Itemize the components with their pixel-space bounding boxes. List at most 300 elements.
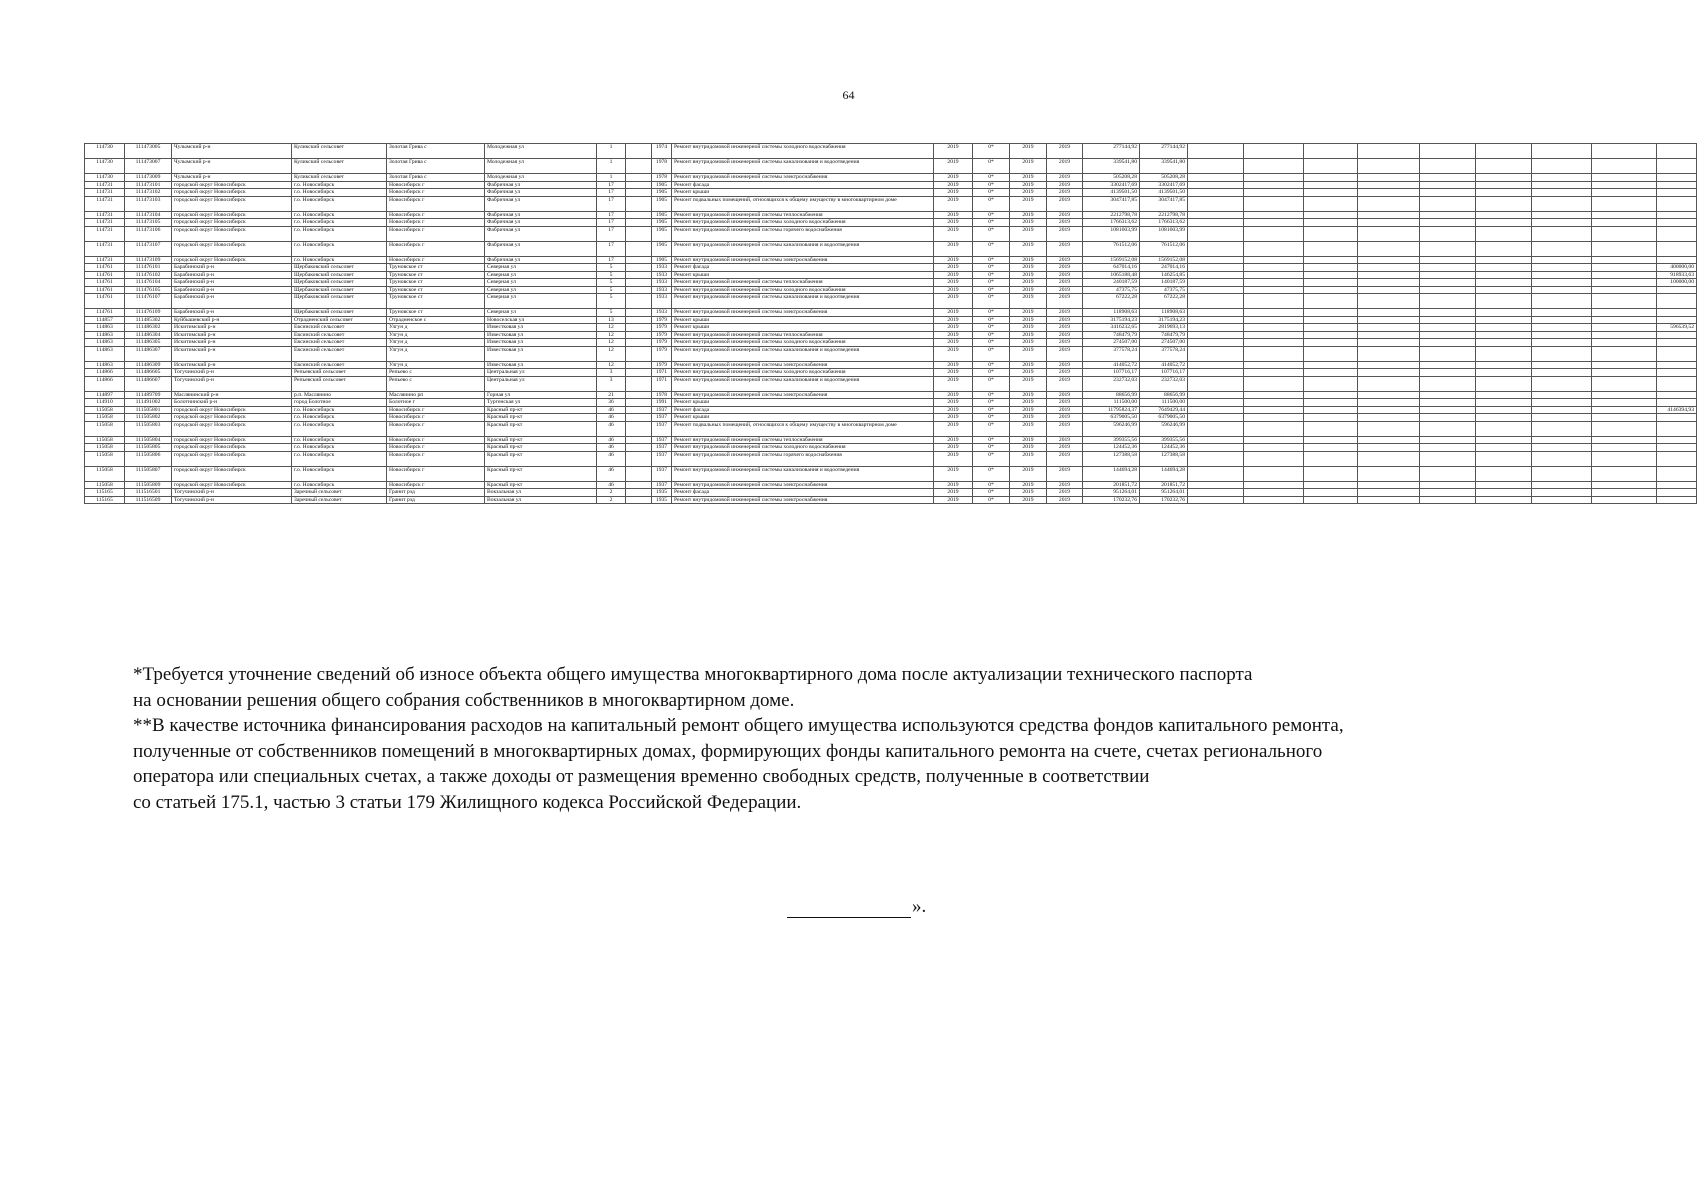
- table-cell: 111473103: [125, 196, 172, 211]
- table-cell: [1188, 196, 1244, 211]
- table-cell: [1358, 219, 1420, 227]
- table-cell: [626, 444, 652, 452]
- table-cell: 111505801: [125, 406, 172, 414]
- table-cell: 3302417,69: [1083, 181, 1140, 189]
- table-cell: 1905: [652, 226, 672, 241]
- table-cell: 0*: [973, 316, 1010, 324]
- table-cell: [1476, 279, 1532, 287]
- table-cell: Гранит рзд: [387, 489, 485, 497]
- table-cell: 115165: [85, 496, 125, 504]
- table-cell: Евсинский сельсовет: [292, 331, 387, 339]
- table-cell: [626, 241, 652, 256]
- table-cell: 46: [597, 414, 626, 422]
- table-cell: Труновское ст: [387, 286, 485, 294]
- table-cell: [1592, 144, 1657, 159]
- table-cell: Северная ул: [485, 271, 597, 279]
- table-cell: 1978: [652, 174, 672, 182]
- table-cell: [1244, 331, 1304, 339]
- table-cell: Барабинский р-н: [172, 294, 292, 309]
- table-cell: 2019: [934, 421, 973, 436]
- table-cell: 0*: [973, 436, 1010, 444]
- table-cell: [1476, 144, 1532, 159]
- table-cell: [1657, 466, 1697, 481]
- table-cell: [1358, 324, 1420, 332]
- table-cell: [1244, 496, 1304, 504]
- table-cell: 1766313,62: [1140, 219, 1188, 227]
- table-cell: р.п. Маслянино: [292, 391, 387, 399]
- table-cell: 0*: [973, 391, 1010, 399]
- table-cell: 114731: [85, 189, 125, 197]
- table-cell: 2019: [1047, 331, 1083, 339]
- table-cell: [1476, 264, 1532, 272]
- table-cell: [1657, 189, 1697, 197]
- table-cell: [1532, 189, 1592, 197]
- table-cell: [1657, 294, 1697, 309]
- table-cell: 111486302: [125, 324, 172, 332]
- table-cell: 0*: [973, 361, 1010, 369]
- table-cell: [1592, 294, 1657, 309]
- table-cell: [1188, 279, 1244, 287]
- table-cell: [1420, 226, 1476, 241]
- table-cell: 1569152,08: [1083, 256, 1140, 264]
- table-cell: 2019: [1047, 189, 1083, 197]
- table-cell: 17: [597, 211, 626, 219]
- table-cell: Ремонт фасада: [672, 489, 934, 497]
- table-cell: 761512,06: [1140, 241, 1188, 256]
- table-cell: [1592, 369, 1657, 377]
- table-cell: Новосибирск г: [387, 241, 485, 256]
- table-cell: [1592, 271, 1657, 279]
- table-cell: [1304, 436, 1358, 444]
- table-cell: 2019: [1010, 286, 1047, 294]
- table-cell: 0*: [973, 181, 1010, 189]
- table-cell: [1532, 466, 1592, 481]
- table-cell: 100000,00: [1657, 279, 1697, 287]
- table-cell: г.о. Новосибирск: [292, 444, 387, 452]
- table-cell: городской округ Новосибирск: [172, 189, 292, 197]
- table-cell: [626, 369, 652, 377]
- table-cell: Труновское ст: [387, 264, 485, 272]
- table-cell: 6379005,50: [1083, 414, 1140, 422]
- table-cell: 0*: [973, 256, 1010, 264]
- table-cell: Горная ул: [485, 391, 597, 399]
- table-cell: 111486307: [125, 346, 172, 361]
- table-cell: [626, 174, 652, 182]
- table-cell: [1420, 496, 1476, 504]
- table-cell: 88656,99: [1140, 391, 1188, 399]
- table-cell: Известковая ул: [485, 361, 597, 369]
- table-cell: городской округ Новосибирск: [172, 481, 292, 489]
- table-cell: Ремонт внутридомовой инженерной системы электроснабжения: [672, 481, 934, 489]
- table-cell: 2019: [1010, 451, 1047, 466]
- table-cell: Ремонт внутридомовой инженерной системы канализования и водоотведения: [672, 376, 934, 391]
- footnote-2-line-3: оператора или специальных счетах, а также доходы от размещения временно свободных средств, полученные в соответствии: [133, 766, 1150, 787]
- table-cell: 0*: [973, 399, 1010, 407]
- table-cell: Труновское ст: [387, 279, 485, 287]
- table-cell: 7649429,44: [1140, 406, 1188, 414]
- table-cell: 1991: [652, 399, 672, 407]
- table-cell: [1304, 189, 1358, 197]
- table-cell: 17: [597, 241, 626, 256]
- table-cell: [1592, 376, 1657, 391]
- table-cell: 1935: [652, 489, 672, 497]
- table-cell: [1420, 144, 1476, 159]
- footnote-1-line-2: на основании решения общего собрания собственников в многоквартирном доме.: [133, 689, 795, 711]
- table-cell: [1476, 466, 1532, 481]
- table-row: [85, 496, 1697, 504]
- table-cell: [1532, 406, 1592, 414]
- table-cell: Ремонт внутридомовой инженерной системы теплоснабжения: [672, 279, 934, 287]
- footnote-2-line-4: со статьей 175.1, частью 3 статьи 179 Жилищного кодекса Российской Федерации.: [133, 791, 802, 813]
- table-cell: [1358, 451, 1420, 466]
- table-cell: 2019: [1047, 361, 1083, 369]
- table-cell: [1358, 181, 1420, 189]
- table-cell: Ремонт внутридомовой инженерной системы горячего водоснабжения: [672, 451, 934, 466]
- table-cell: 377578,24: [1140, 346, 1188, 361]
- table-cell: 36: [597, 399, 626, 407]
- table-cell: [1188, 226, 1244, 241]
- table-cell: Ремонт внутридомовой инженерной системы электроснабжения: [672, 496, 934, 504]
- table-cell: [1358, 376, 1420, 391]
- table-cell: [1304, 489, 1358, 497]
- table-cell: 17: [597, 189, 626, 197]
- table-cell: Гранит рзд: [387, 496, 485, 504]
- table-cell: [1532, 279, 1592, 287]
- table-cell: [1476, 174, 1532, 182]
- table-cell: Красный пр-кт: [485, 414, 597, 422]
- table-cell: 111500,00: [1140, 399, 1188, 407]
- table-cell: Евсинский сельсовет: [292, 324, 387, 332]
- table-cell: 111505802: [125, 414, 172, 422]
- table-cell: [1532, 324, 1592, 332]
- table-cell: 2019: [1010, 369, 1047, 377]
- table-cell: 111486305: [125, 339, 172, 347]
- table-cell: [1188, 436, 1244, 444]
- table-cell: [1532, 361, 1592, 369]
- table-cell: [1592, 406, 1657, 414]
- table-cell: 2019: [1047, 346, 1083, 361]
- table-cell: 1: [597, 144, 626, 159]
- table-cell: 399355,56: [1083, 436, 1140, 444]
- table-cell: [1657, 196, 1697, 211]
- table-cell: 2019: [1047, 496, 1083, 504]
- table-cell: [1592, 444, 1657, 452]
- table-cell: [1476, 369, 1532, 377]
- table-cell: [1476, 496, 1532, 504]
- table-cell: [1420, 174, 1476, 182]
- table-cell: [1358, 286, 1420, 294]
- table-cell: [1304, 361, 1358, 369]
- table-cell: [1532, 496, 1592, 504]
- table-cell: [1532, 376, 1592, 391]
- table-cell: 414052,72: [1140, 361, 1188, 369]
- table-cell: Ремонт внутридомовой инженерной системы холодного водоснабжения: [672, 219, 934, 227]
- table-cell: 2019: [1047, 219, 1083, 227]
- table-cell: [1188, 189, 1244, 197]
- table-cell: [1592, 339, 1657, 347]
- table-cell: 111505803: [125, 421, 172, 436]
- table-cell: 111473007: [125, 159, 172, 174]
- table-cell: Ремонт внутридомовой инженерной системы канализования и водоотведения: [672, 159, 934, 174]
- table-cell: 0*: [973, 414, 1010, 422]
- table-row: [85, 181, 1697, 189]
- table-cell: [1304, 369, 1358, 377]
- table-cell: [1592, 264, 1657, 272]
- table-cell: Искитимский р-н: [172, 346, 292, 361]
- table-cell: [1244, 399, 1304, 407]
- table-cell: городской округ Новосибирск: [172, 436, 292, 444]
- table-cell: [1532, 219, 1592, 227]
- table-cell: [1244, 174, 1304, 182]
- table-cell: Болотное г: [387, 399, 485, 407]
- table-cell: г.о. Новосибирск: [292, 189, 387, 197]
- table-cell: 46: [597, 466, 626, 481]
- table-cell: 2019: [1010, 279, 1047, 287]
- table-cell: Молодежная ул: [485, 159, 597, 174]
- table-row: [85, 346, 1697, 361]
- table-cell: [1476, 256, 1532, 264]
- table-cell: Щербаковский сельсовет: [292, 294, 387, 309]
- table-cell: Ремонт крыши: [672, 316, 934, 324]
- table-cell: [1420, 264, 1476, 272]
- table-cell: [1358, 346, 1420, 361]
- table-row: [85, 309, 1697, 317]
- table-cell: 46: [597, 406, 626, 414]
- table-cell: [1476, 346, 1532, 361]
- table-cell: г.о. Новосибирск: [292, 421, 387, 436]
- table-row: [85, 241, 1697, 256]
- table-cell: Ремонт внутридомовой инженерной системы канализования и водоотведения: [672, 294, 934, 309]
- table-cell: [1476, 481, 1532, 489]
- table-cell: [1420, 406, 1476, 414]
- table-cell: 0*: [973, 481, 1010, 489]
- table-cell: 115058: [85, 481, 125, 489]
- table-cell: [626, 331, 652, 339]
- table-cell: [1358, 159, 1420, 174]
- table-cell: [1244, 256, 1304, 264]
- table-cell: 1935: [652, 496, 672, 504]
- table-cell: 339541,80: [1083, 159, 1140, 174]
- table-cell: 0*: [973, 294, 1010, 309]
- table-cell: [626, 211, 652, 219]
- table-cell: [1420, 339, 1476, 347]
- table-cell: Новосибирск г: [387, 414, 485, 422]
- table-cell: [1188, 256, 1244, 264]
- table-cell: Ремонт внутридомовой инженерной системы канализования и водоотведения: [672, 466, 934, 481]
- table-cell: [626, 361, 652, 369]
- table-cell: [1304, 294, 1358, 309]
- table-cell: 114866: [85, 376, 125, 391]
- table-cell: 0*: [973, 309, 1010, 317]
- table-cell: 2019: [934, 346, 973, 361]
- table-cell: город Болотное: [292, 399, 387, 407]
- table-cell: [1592, 256, 1657, 264]
- table-cell: 918933,63: [1657, 271, 1697, 279]
- table-cell: [1532, 399, 1592, 407]
- table-cell: Новосибирск г: [387, 189, 485, 197]
- table-cell: Отрадненское с: [387, 316, 485, 324]
- table-cell: [1657, 496, 1697, 504]
- table-cell: 2019: [934, 159, 973, 174]
- table-cell: 2019: [1047, 369, 1083, 377]
- table-cell: [1532, 316, 1592, 324]
- table-cell: 2019: [1047, 144, 1083, 159]
- table-row: [85, 421, 1697, 436]
- table-cell: Щербаковский сельсовет: [292, 264, 387, 272]
- table-cell: 0*: [973, 466, 1010, 481]
- table-cell: [626, 496, 652, 504]
- table-cell: 3175194,23: [1140, 316, 1188, 324]
- table-cell: [1304, 496, 1358, 504]
- table-cell: 2019: [934, 174, 973, 182]
- table-cell: 114857: [85, 316, 125, 324]
- table-cell: Репьево с: [387, 369, 485, 377]
- table-cell: 140187,59: [1140, 279, 1188, 287]
- table-cell: 0*: [973, 496, 1010, 504]
- table-cell: [1188, 361, 1244, 369]
- table-cell: 1978: [652, 159, 672, 174]
- table-cell: 2019: [1047, 339, 1083, 347]
- table-cell: 2019: [934, 369, 973, 377]
- table-cell: 2019: [1047, 316, 1083, 324]
- table-cell: Красный пр-кт: [485, 421, 597, 436]
- table-cell: Ремонт крыши: [672, 189, 934, 197]
- table-cell: 107716,17: [1083, 369, 1140, 377]
- table-cell: 5: [597, 309, 626, 317]
- table-cell: Евсинский сельсовет: [292, 361, 387, 369]
- table-cell: 111505809: [125, 481, 172, 489]
- table-cell: Тогучинский р-н: [172, 376, 292, 391]
- table-cell: Чулымский р-н: [172, 174, 292, 182]
- table-cell: Ремонт подвальных помещений, относящихся к общему имуществу в многоквартирном доме: [672, 196, 934, 211]
- table-cell: [1358, 421, 1420, 436]
- table-row: [85, 444, 1697, 452]
- table-row: [85, 331, 1697, 339]
- table-cell: [626, 399, 652, 407]
- table-cell: [1592, 481, 1657, 489]
- table-cell: городской округ Новосибирск: [172, 241, 292, 256]
- table-cell: [1304, 324, 1358, 332]
- table-cell: 277144,92: [1140, 144, 1188, 159]
- table-cell: [1244, 391, 1304, 399]
- table-cell: 12: [597, 339, 626, 347]
- table-cell: [626, 309, 652, 317]
- table-cell: Фабричная ул: [485, 256, 597, 264]
- table-cell: 111473107: [125, 241, 172, 256]
- table-cell: [1420, 331, 1476, 339]
- table-cell: Золотая Грива с: [387, 159, 485, 174]
- table-cell: [626, 391, 652, 399]
- table-cell: 118908,63: [1083, 309, 1140, 317]
- table-cell: [1188, 174, 1244, 182]
- table-cell: [626, 226, 652, 241]
- table-cell: Куликский сельсовет: [292, 144, 387, 159]
- table-cell: 2019: [1010, 414, 1047, 422]
- table-cell: Северная ул: [485, 294, 597, 309]
- table-cell: 115058: [85, 421, 125, 436]
- table-cell: Тогучинский р-н: [172, 369, 292, 377]
- table-cell: 2019: [934, 226, 973, 241]
- table-cell: [1244, 294, 1304, 309]
- table-cell: 1937: [652, 406, 672, 414]
- table-row: [85, 256, 1697, 264]
- table-row: [85, 286, 1697, 294]
- table-cell: [1358, 391, 1420, 399]
- table-cell: 111505806: [125, 451, 172, 466]
- table-cell: Куликский сельсовет: [292, 159, 387, 174]
- table-cell: Фабричная ул: [485, 211, 597, 219]
- table-cell: [1592, 241, 1657, 256]
- table-cell: 2019: [1010, 189, 1047, 197]
- table-row: [85, 391, 1697, 399]
- table-cell: [1476, 324, 1532, 332]
- table-cell: 0*: [973, 331, 1010, 339]
- table-cell: Труновское ст: [387, 271, 485, 279]
- table-cell: [626, 414, 652, 422]
- table-cell: 46: [597, 451, 626, 466]
- table-cell: Репьевский сельсовет: [292, 369, 387, 377]
- table-cell: 2019: [934, 219, 973, 227]
- table-cell: [1657, 256, 1697, 264]
- table-cell: 12: [597, 346, 626, 361]
- table-cell: [1657, 219, 1697, 227]
- table-cell: Новосибирск г: [387, 406, 485, 414]
- table-cell: г.о. Новосибирск: [292, 241, 387, 256]
- table-cell: [1420, 211, 1476, 219]
- table-cell: [1592, 196, 1657, 211]
- table-cell: Фабричная ул: [485, 196, 597, 211]
- table-cell: 111486304: [125, 331, 172, 339]
- table-cell: 1933: [652, 309, 672, 317]
- table-cell: [1358, 211, 1420, 219]
- table-cell: [1420, 376, 1476, 391]
- table-cell: [1420, 181, 1476, 189]
- table-cell: Евсинский сельсовет: [292, 339, 387, 347]
- table-cell: [1304, 399, 1358, 407]
- table-cell: Тогучинский р-н: [172, 489, 292, 497]
- table-cell: Ремонт фасада: [672, 406, 934, 414]
- table-cell: [1592, 436, 1657, 444]
- table-cell: 111476107: [125, 294, 172, 309]
- table-cell: 114761: [85, 286, 125, 294]
- table-cell: [1358, 481, 1420, 489]
- table-row: [85, 451, 1697, 466]
- table-cell: 111473109: [125, 256, 172, 264]
- table-cell: [626, 219, 652, 227]
- table-cell: 2019: [1010, 466, 1047, 481]
- table-cell: [1532, 451, 1592, 466]
- table-cell: 3: [597, 376, 626, 391]
- table-cell: [1476, 181, 1532, 189]
- table-cell: 1: [597, 174, 626, 182]
- table-cell: Центральная ул: [485, 369, 597, 377]
- table-row: [85, 211, 1697, 219]
- table-cell: Фабричная ул: [485, 181, 597, 189]
- table-cell: г.о. Новосибирск: [292, 256, 387, 264]
- table-cell: [1592, 159, 1657, 174]
- table-cell: 2019: [1047, 279, 1083, 287]
- table-cell: 1974: [652, 144, 672, 159]
- table-cell: [1304, 331, 1358, 339]
- table-cell: 170232,76: [1140, 496, 1188, 504]
- table-cell: [1304, 286, 1358, 294]
- table-cell: [1358, 369, 1420, 377]
- table-cell: [1358, 196, 1420, 211]
- table-cell: [1188, 324, 1244, 332]
- table-cell: [1244, 309, 1304, 317]
- table-cell: [1420, 399, 1476, 407]
- table-cell: 115058: [85, 414, 125, 422]
